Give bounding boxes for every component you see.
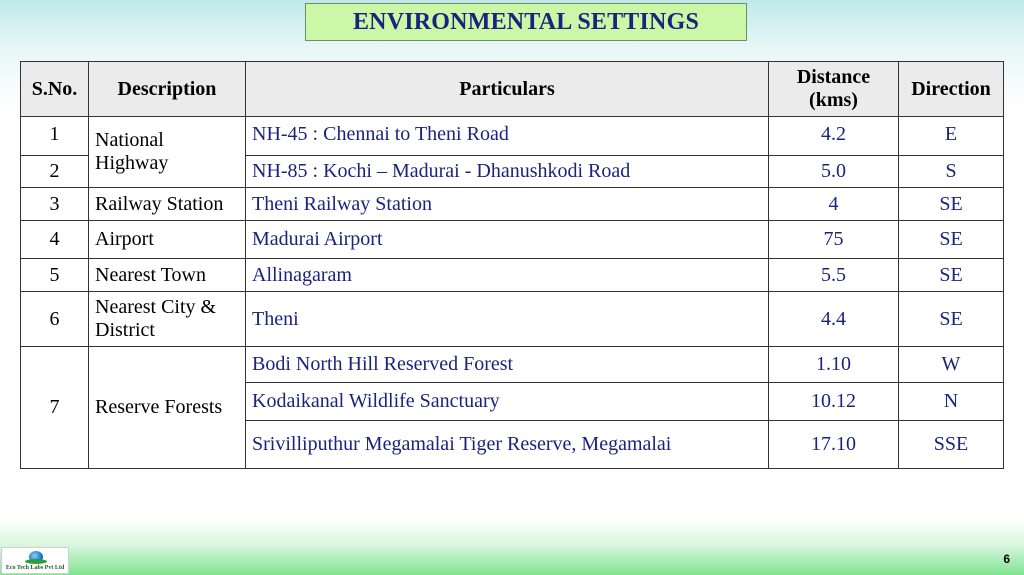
cell-direction: S xyxy=(899,156,1004,188)
cell-distance: 5.5 xyxy=(769,259,899,292)
leaf-icon xyxy=(25,559,47,564)
cell-sno: 2 xyxy=(21,156,89,188)
page-number: 6 xyxy=(1003,552,1010,566)
company-logo xyxy=(1,547,69,574)
header-description: Description xyxy=(89,62,246,117)
cell-direction: SE xyxy=(899,259,1004,292)
cell-description: Nearest City & District xyxy=(89,292,246,347)
table-row xyxy=(21,117,1004,156)
cell-particulars: Srivilliputhur Megamalai Tiger Reserve, Megamalai xyxy=(246,421,769,469)
cell-sno: 7 xyxy=(21,347,89,469)
cell-distance: 10.12 xyxy=(769,383,899,421)
cell-direction: SE xyxy=(899,292,1004,347)
cell-sno: 4 xyxy=(21,221,89,259)
cell-direction: SE xyxy=(899,188,1004,221)
header-direction: Direction xyxy=(899,62,1004,117)
cell-distance: 1.10 xyxy=(769,347,899,383)
cell-sno: 3 xyxy=(21,188,89,221)
cell-particulars: Bodi North Hill Reserved Forest xyxy=(246,347,769,383)
table-header-row xyxy=(21,62,1004,117)
cell-particulars: Madurai Airport xyxy=(246,221,769,259)
cell-distance: 4.2 xyxy=(769,117,899,156)
cell-particulars: Theni Railway Station xyxy=(246,188,769,221)
cell-description: Railway Station xyxy=(89,188,246,221)
cell-distance: 4.4 xyxy=(769,292,899,347)
cell-direction: SE xyxy=(899,221,1004,259)
cell-particulars: Allinagaram xyxy=(246,259,769,292)
cell-direction: N xyxy=(899,383,1004,421)
header-particulars: Particulars xyxy=(246,62,769,117)
environmental-settings-table xyxy=(20,61,1004,469)
cell-description: Nearest Town xyxy=(89,259,246,292)
cell-particulars: Theni xyxy=(246,292,769,347)
header-distance: Distance (kms) xyxy=(769,62,899,117)
cell-description: Airport xyxy=(89,221,246,259)
cell-sno: 5 xyxy=(21,259,89,292)
table-row xyxy=(21,259,1004,292)
cell-distance: 17.10 xyxy=(769,421,899,469)
cell-distance: 75 xyxy=(769,221,899,259)
cell-particulars: NH-45 : Chennai to Theni Road xyxy=(246,117,769,156)
table-row xyxy=(21,347,1004,383)
table-row xyxy=(21,221,1004,259)
cell-particulars: NH-85 : Kochi – Madurai - Dhanushkodi Road xyxy=(246,156,769,188)
cell-direction: W xyxy=(899,347,1004,383)
cell-description: Reserve Forests xyxy=(89,347,246,469)
cell-distance: 5.0 xyxy=(769,156,899,188)
header-sno: S.No. xyxy=(21,62,89,117)
cell-description: National Highway xyxy=(89,117,246,188)
cell-sno: 1 xyxy=(21,117,89,156)
table-row xyxy=(21,188,1004,221)
page-title: ENVIRONMENTAL SETTINGS xyxy=(305,3,747,41)
cell-distance: 4 xyxy=(769,188,899,221)
table-row xyxy=(21,292,1004,347)
cell-direction: E xyxy=(899,117,1004,156)
cell-particulars: Kodaikanal Wildlife Sanctuary xyxy=(246,383,769,421)
logo-text: Eco Tech Labs Pvt Ltd xyxy=(5,565,65,571)
cell-sno: 6 xyxy=(21,292,89,347)
cell-direction: SSE xyxy=(899,421,1004,469)
